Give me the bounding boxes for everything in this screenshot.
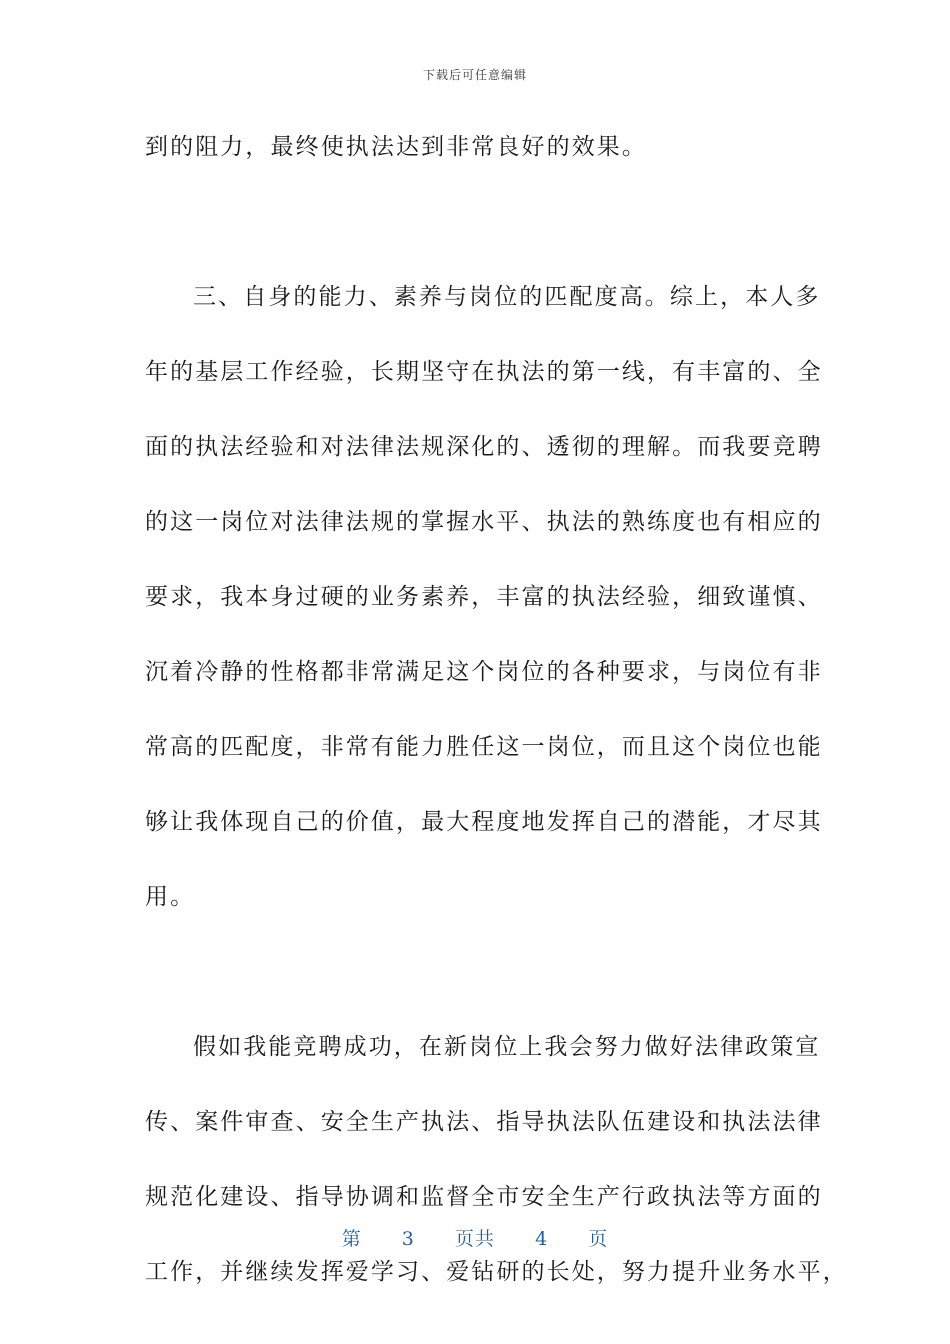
footer-suffix: 页 bbox=[588, 1228, 609, 1250]
footer-total-pages: 4 bbox=[535, 1228, 549, 1250]
body-line: 年的基层工作经验，长期坚守在执法的第一线，有丰富的、全 bbox=[145, 359, 823, 385]
body-line: 要求，我本身过硬的业务素养，丰富的执法经验，细致谨慎、 bbox=[145, 584, 823, 610]
body-line: 面的执法经验和对法律法规深化的、透彻的理解。而我要竞聘 bbox=[145, 434, 823, 460]
footer-middle: 页共 bbox=[454, 1228, 495, 1250]
body-line: 沉着冷静的性格都非常满足这个岗位的各种要求，与岗位有非 bbox=[145, 659, 823, 685]
body-line: 到的阻力，最终使执法达到非常良好的效果。 bbox=[145, 134, 647, 160]
body-line: 工作，并继续发挥爱学习、爱钻研的长处，努力提升业务水平， bbox=[145, 1259, 848, 1285]
page-header: 下载后可任意编辑 bbox=[422, 68, 527, 82]
page-footer bbox=[0, 1224, 950, 1251]
body-line: 的这一岗位对法律法规的掌握水平、执法的熟练度也有相应的 bbox=[145, 509, 823, 535]
body-line: 三、自身的能力、素养与岗位的匹配度高。综上，本人多 bbox=[193, 284, 821, 310]
body-line: 常高的匹配度，非常有能力胜任这一岗位，而且这个岗位也能 bbox=[145, 734, 823, 760]
body-line: 规范化建设、指导协调和监督全市安全生产行政执法等方面的 bbox=[145, 1184, 823, 1210]
footer-prefix: 第 bbox=[341, 1228, 362, 1250]
body-line: 够让我体现自己的价值，最大程度地发挥自己的潜能，才尽其 bbox=[145, 809, 823, 835]
body-line: 假如我能竞聘成功，在新岗位上我会努力做好法律政策宣 bbox=[193, 1034, 821, 1060]
body-line: 传、案件审查、安全生产执法、指导执法队伍建设和执法法律 bbox=[145, 1109, 823, 1135]
body-line: 用。 bbox=[145, 884, 196, 910]
footer-current-page: 3 bbox=[401, 1228, 415, 1250]
body-blank-line bbox=[145, 185, 795, 260]
body-blank-line bbox=[145, 935, 795, 1010]
document-body bbox=[145, 110, 848, 1310]
